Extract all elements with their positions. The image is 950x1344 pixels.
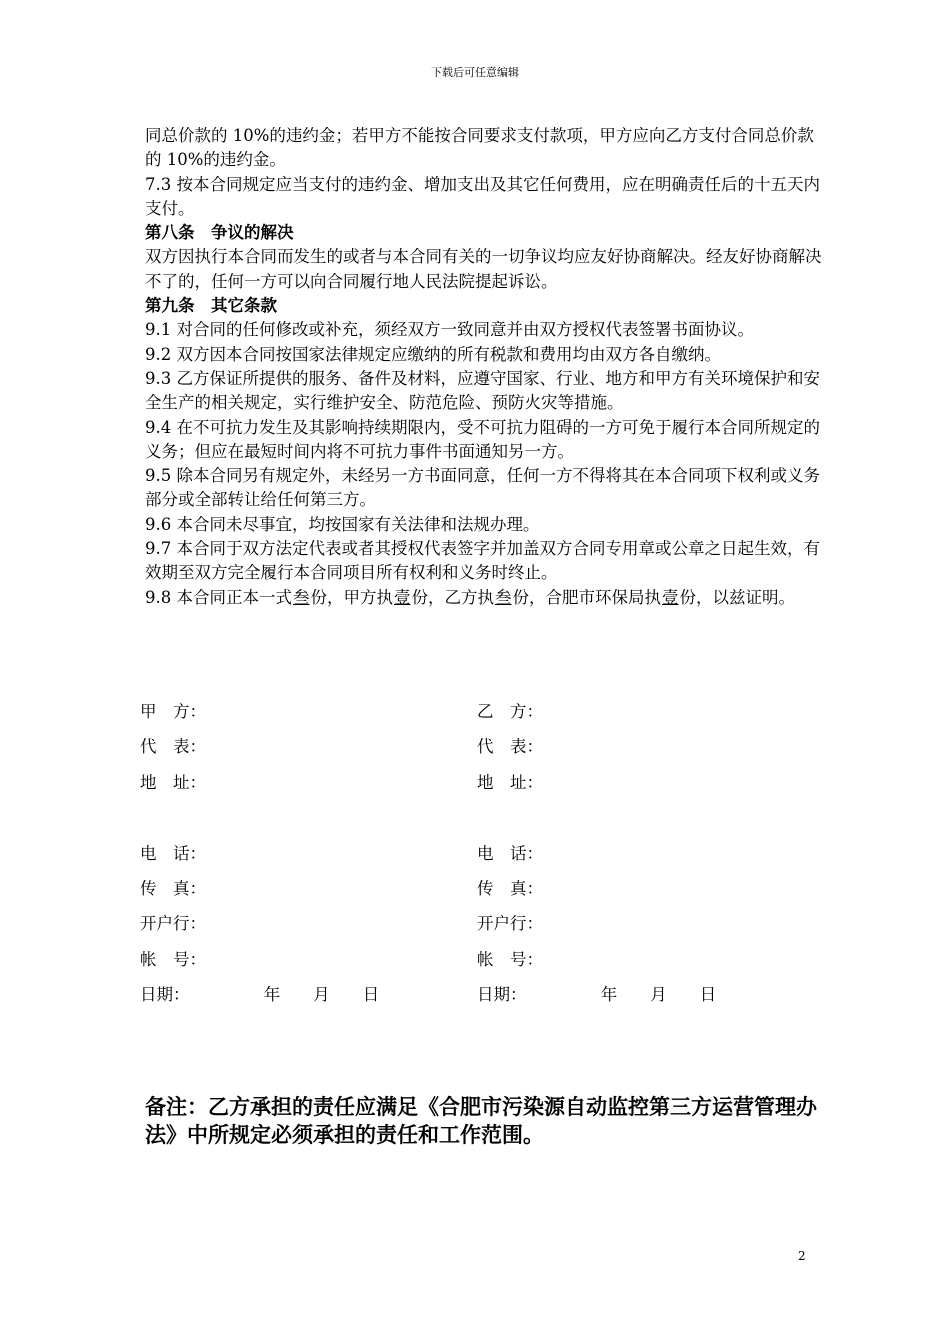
clause-9-3: 9.3 乙方保证所提供的服务、备件及材料，应遵守国家、行业、地方和甲方有关环境保护和安全生产的相关规定，实行维护安全、防范危险、预防火灾等措施。 — [145, 368, 820, 413]
party-a-fax-label: 传 真： — [140, 879, 206, 899]
copies-party-b: 叁 — [495, 587, 512, 607]
clause-9-4: 9.4 在不可抗力发生及其影响持续期限内，受不可抗力阻碍的一方可免于履行本合同所规定的义务；但应在最短时间内将不可抗力事件书面通知另一方。 — [145, 417, 820, 461]
copies-party-a: 壹 — [394, 587, 411, 607]
article-8-heading: 第八条 争议的解决 — [145, 223, 294, 243]
party-a-rep-label: 代 表： — [140, 737, 206, 757]
signature-row — [140, 981, 840, 1016]
clause-9-6: 9.6 本合同未尽事宜，均按国家有关法律和法规办理。 — [145, 514, 540, 534]
signature-row — [140, 946, 840, 981]
party-b-name-label: 乙 方： — [477, 702, 543, 721]
article-9-heading: 第九条 其它条款 — [145, 296, 277, 316]
party-a-name-label: 甲 方： — [140, 702, 206, 721]
remark-note: 备注：乙方承担的责任应满足《合肥市污染源自动监控第三方运营管理办法》中所规定必须承担的责任和工作范围。 — [145, 1095, 817, 1147]
clause-9-5: 9.5 除本合同另有规定外，未经另一方书面同意，任何一方不得将其在本合同项下权利或义务部分或全部转让给任何第三方。 — [145, 466, 820, 510]
clause-9-1: 9.1 对合同的任何修改或补充，须经双方一致同意并由双方授权代表签署书面协议。 — [145, 320, 754, 340]
party-a-phone-label: 电 话： — [140, 843, 206, 863]
page-number: 2 — [798, 1249, 806, 1263]
party-b-bank-label: 开户行： — [477, 914, 543, 934]
signature-block — [140, 698, 840, 1016]
clause-9-8-text-1: 9.8 本合同正本一式 — [145, 587, 292, 607]
copies-epb: 壹 — [662, 587, 679, 607]
clause-9-7: 9.7 本合同于双方法定代表或者其授权代表签字并加盖双方合同专用章或公章之日起生效，有效期至双方完全履行本合同项目所有权利和义务时终止。 — [145, 539, 820, 583]
party-b-fax-label: 传 真： — [477, 879, 543, 899]
clause-7-2-continued: 同总价款的 10%的违约金；若甲方不能按合同要求支付款项，甲方应向乙方支付合同总价款的 10%的违约金。 — [145, 126, 814, 170]
party-a-date-label: 日期： 年 月 日 — [140, 985, 380, 1005]
clause-9-8-text-2: 份，甲方执 — [310, 587, 393, 607]
clause-9-8-text-5: 份，以兹证明。 — [679, 587, 795, 607]
clause-9-8 — [145, 586, 825, 610]
clause-7-3: 7.3 按本合同规定应当支付的违约金、增加支出及其它任何费用，应在明确责任后的十五天内支付。 — [145, 174, 820, 218]
signature-spacer — [140, 804, 840, 840]
party-a-bank-label: 开户行： — [140, 914, 206, 934]
copies-total: 叁 — [293, 587, 310, 607]
signature-row — [140, 910, 840, 945]
party-b-date-label: 日期： 年 月 日 — [477, 985, 717, 1005]
party-b-account-label: 帐 号： — [477, 949, 543, 969]
signature-row — [140, 840, 840, 875]
clause-9-8-text-3: 份，乙方执 — [411, 587, 494, 607]
signature-row — [140, 698, 840, 733]
party-a-address-label: 地 址： — [140, 772, 206, 792]
clause-9-2: 9.2 双方因本合同按国家法律规定应缴纳的所有税款和费用均由双方各自缴纳。 — [145, 344, 721, 364]
party-b-rep-label: 代 表： — [477, 737, 543, 757]
party-b-phone-label: 电 话： — [477, 843, 543, 863]
signature-row — [140, 875, 840, 910]
article-8-text: 双方因执行本合同而发生的或者与本合同有关的一切争议均应友好协商解决。经友好协商解决不了的，任何一方可以向合同履行地人民法院提起诉讼。 — [145, 247, 822, 291]
page-header: 下载后可任意编辑 — [431, 66, 519, 79]
contract-body — [145, 124, 825, 610]
signature-row — [140, 769, 840, 804]
party-b-address-label: 地 址： — [477, 772, 543, 792]
clause-9-8-text-4: 份，合肥市环保局执 — [512, 587, 661, 607]
party-a-account-label: 帐 号： — [140, 949, 206, 969]
signature-row — [140, 733, 840, 768]
